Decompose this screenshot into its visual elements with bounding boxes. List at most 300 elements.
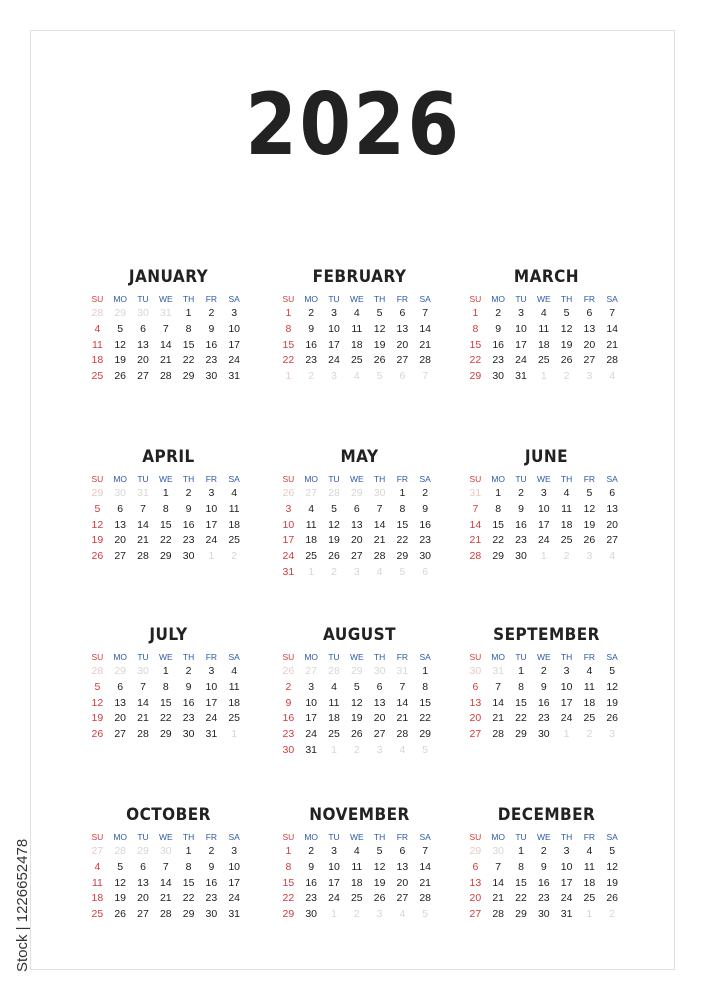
- day-number: 3: [208, 487, 215, 499]
- day-number: 8: [495, 502, 502, 515]
- day-number: 11: [228, 502, 240, 515]
- day-number: 8: [185, 322, 192, 335]
- day-number: 18: [583, 876, 596, 889]
- weekday-label: SA: [228, 832, 240, 842]
- day-number: 22: [282, 892, 295, 905]
- days-grid: [86, 306, 251, 385]
- day-number: 10: [328, 322, 340, 335]
- weekday-label: SU: [91, 474, 104, 484]
- day-number: 11: [583, 860, 595, 873]
- weekday-label: SA: [606, 832, 618, 842]
- day-number: 21: [419, 876, 432, 889]
- day-number: 25: [560, 534, 573, 547]
- day-number: 6: [140, 322, 146, 335]
- weekday-label: TH: [560, 474, 573, 484]
- day-number: 26: [328, 550, 340, 563]
- day-number: 22: [182, 354, 195, 367]
- day-number: 17: [205, 696, 218, 709]
- day-number: 14: [137, 518, 149, 531]
- day-number: 10: [560, 860, 573, 873]
- day-number: 19: [373, 338, 386, 351]
- day-number: 22: [159, 712, 172, 725]
- day-number: 2: [308, 307, 315, 319]
- day-number: 28: [469, 550, 482, 563]
- day-number: 12: [606, 860, 619, 873]
- day-number: 9: [208, 322, 215, 335]
- weekday-label: SA: [228, 474, 240, 484]
- day-number: 2: [540, 845, 547, 857]
- day-number: 5: [609, 845, 616, 857]
- adjacent-month-day: 1: [231, 728, 238, 741]
- day-number: 29: [515, 728, 527, 741]
- day-number: 19: [606, 876, 619, 889]
- day-number: 21: [606, 338, 619, 351]
- weekday-label: TH: [182, 294, 195, 304]
- day-number: 11: [305, 518, 317, 531]
- day-number: 27: [373, 728, 386, 741]
- day-number: 25: [537, 354, 550, 367]
- day-number: 29: [182, 370, 195, 383]
- day-number: 9: [285, 696, 292, 709]
- day-number: 7: [162, 322, 169, 335]
- weekday-label: FR: [205, 652, 218, 662]
- day-number: 13: [396, 322, 409, 335]
- weekday-label: WE: [158, 294, 173, 304]
- day-number: 6: [472, 860, 479, 873]
- day-number: 28: [137, 550, 149, 563]
- day-number: 20: [114, 712, 127, 725]
- weekday-label: TU: [328, 652, 340, 662]
- adjacent-month-day: 27: [305, 487, 318, 499]
- day-number: 13: [396, 860, 409, 873]
- day-number: 20: [469, 712, 482, 725]
- adjacent-month-day: 28: [328, 665, 340, 677]
- day-number: 27: [606, 534, 619, 547]
- day-number: 20: [583, 338, 596, 351]
- day-number: 9: [422, 502, 429, 515]
- adjacent-month-day: 1: [208, 550, 215, 563]
- adjacent-month-day: 7: [422, 370, 429, 383]
- weekday-label: MO: [304, 294, 319, 304]
- day-number: 22: [282, 354, 295, 367]
- adjacent-month-day: 5: [422, 743, 429, 756]
- day-number: 30: [305, 908, 318, 921]
- day-number: 25: [91, 908, 104, 921]
- day-number: 4: [586, 665, 593, 677]
- month-name: MARCH: [513, 267, 580, 287]
- day-number: 16: [205, 876, 218, 889]
- day-number: 26: [114, 370, 127, 383]
- month-january: [86, 266, 251, 385]
- weekday-header-row: [277, 831, 442, 844]
- day-number: 18: [537, 338, 550, 351]
- day-number: 19: [373, 876, 386, 889]
- day-number: 28: [373, 550, 386, 563]
- weekday-label: FR: [205, 474, 218, 484]
- day-number: 19: [583, 518, 596, 531]
- weekday-label: FR: [205, 294, 218, 304]
- day-number: 12: [373, 860, 386, 873]
- day-number: 4: [308, 502, 315, 515]
- day-number: 8: [422, 680, 429, 693]
- day-number: 20: [396, 338, 409, 351]
- day-number: 26: [583, 534, 596, 547]
- day-number: 27: [469, 728, 482, 741]
- day-number: 14: [159, 876, 172, 889]
- day-number: 23: [515, 534, 527, 547]
- day-number: 16: [537, 876, 550, 889]
- day-number: 28: [492, 728, 505, 741]
- adjacent-month-day: 5: [376, 370, 383, 383]
- weekday-label: TH: [560, 832, 573, 842]
- day-number: 13: [137, 876, 149, 889]
- adjacent-month-day: 3: [586, 550, 593, 563]
- weekday-label: SU: [469, 474, 482, 484]
- day-number: 24: [328, 354, 340, 367]
- day-number: 15: [492, 518, 505, 531]
- day-number: 2: [518, 487, 524, 499]
- weekday-label: MO: [304, 832, 319, 842]
- day-number: 27: [114, 728, 127, 741]
- adjacent-month-day: 27: [305, 665, 318, 677]
- day-number: 31: [228, 370, 241, 383]
- day-number: 28: [137, 728, 149, 741]
- month-name: OCTOBER: [126, 805, 211, 825]
- day-number: 9: [185, 502, 192, 515]
- day-number: 13: [137, 338, 149, 351]
- day-number: 18: [583, 696, 596, 709]
- weekday-header-row: [464, 831, 629, 844]
- month-april: [86, 446, 251, 565]
- day-number: 7: [472, 502, 479, 515]
- day-number: 7: [162, 860, 169, 873]
- weekday-label: SU: [91, 832, 104, 842]
- adjacent-month-day: 30: [137, 665, 149, 677]
- day-number: 6: [353, 502, 360, 515]
- day-number: 22: [469, 354, 482, 367]
- weekday-label: TH: [560, 652, 573, 662]
- weekday-label: FR: [583, 832, 596, 842]
- day-number: 26: [91, 550, 104, 563]
- weekday-label: MO: [491, 294, 506, 304]
- day-number: 24: [305, 728, 318, 741]
- day-number: 22: [515, 712, 527, 725]
- day-number: 8: [162, 680, 169, 693]
- adjacent-month-day: 3: [331, 370, 337, 383]
- day-number: 21: [396, 712, 409, 725]
- day-number: 15: [182, 876, 195, 889]
- weekday-label: SA: [419, 294, 431, 304]
- weekday-label: WE: [158, 652, 173, 662]
- day-number: 20: [137, 354, 149, 367]
- day-number: 21: [373, 534, 386, 547]
- day-number: 12: [350, 696, 363, 709]
- day-number: 18: [91, 354, 104, 367]
- adjacent-month-day: 1: [331, 908, 337, 921]
- adjacent-month-day: 28: [114, 845, 127, 857]
- day-number: 26: [350, 728, 363, 741]
- weekday-header-row: [86, 651, 251, 664]
- days-grid: [277, 664, 442, 759]
- day-number: 14: [469, 518, 482, 531]
- day-number: 30: [205, 908, 218, 921]
- weekday-label: TU: [328, 832, 340, 842]
- day-number: 26: [606, 892, 619, 905]
- day-number: 5: [609, 665, 616, 677]
- weekday-header-row: [277, 651, 442, 664]
- day-number: 9: [540, 680, 547, 693]
- adjacent-month-day: 31: [469, 487, 482, 499]
- day-number: 4: [94, 860, 101, 873]
- day-number: 29: [182, 908, 195, 921]
- adjacent-month-day: 3: [353, 565, 360, 578]
- day-number: 5: [117, 860, 124, 873]
- day-number: 18: [305, 534, 318, 547]
- days-grid: [464, 664, 629, 743]
- weekday-label: SU: [282, 832, 295, 842]
- day-number: 17: [560, 876, 573, 889]
- day-number: 4: [353, 845, 360, 857]
- adjacent-month-day: 30: [159, 845, 172, 857]
- day-number: 12: [91, 518, 104, 531]
- day-number: 19: [114, 354, 127, 367]
- weekday-label: FR: [396, 294, 409, 304]
- month-name: FEBRUARY: [312, 267, 407, 287]
- year-title: 2026: [245, 75, 462, 175]
- day-number: 3: [231, 307, 238, 319]
- day-number: 16: [305, 876, 318, 889]
- adjacent-month-day: 29: [91, 487, 104, 499]
- day-number: 4: [353, 307, 360, 319]
- day-number: 14: [137, 696, 149, 709]
- adjacent-month-day: 4: [609, 550, 616, 563]
- day-number: 11: [91, 876, 103, 889]
- month-name: JULY: [149, 625, 188, 645]
- day-number: 30: [537, 908, 550, 921]
- day-number: 23: [537, 892, 550, 905]
- day-number: 1: [185, 307, 192, 319]
- day-number: 24: [560, 712, 573, 725]
- weekday-label: MO: [304, 474, 319, 484]
- day-number: 24: [515, 354, 527, 367]
- weekday-label: TH: [182, 474, 195, 484]
- weekday-label: WE: [349, 474, 364, 484]
- weekday-label: TU: [137, 474, 149, 484]
- day-number: 2: [540, 665, 547, 677]
- adjacent-month-day: 29: [137, 845, 149, 857]
- weekday-label: SA: [606, 294, 618, 304]
- day-number: 25: [350, 892, 363, 905]
- adjacent-month-day: 31: [396, 665, 409, 677]
- month-name: JANUARY: [128, 267, 209, 287]
- day-number: 21: [419, 338, 432, 351]
- day-number: 30: [492, 370, 505, 383]
- days-grid: [277, 844, 442, 923]
- adjacent-month-day: 2: [331, 565, 337, 578]
- day-number: 16: [282, 712, 295, 725]
- day-number: 1: [472, 307, 479, 319]
- adjacent-month-day: 2: [353, 743, 360, 756]
- weekday-label: TU: [515, 474, 527, 484]
- day-number: 29: [515, 908, 527, 921]
- day-number: 11: [583, 680, 595, 693]
- weekday-label: TH: [560, 294, 573, 304]
- adjacent-month-day: 3: [376, 743, 383, 756]
- day-number: 11: [91, 338, 103, 351]
- day-number: 30: [515, 550, 527, 563]
- day-number: 26: [114, 908, 127, 921]
- days-grid: [277, 486, 442, 581]
- day-number: 2: [495, 307, 502, 319]
- day-number: 7: [422, 307, 429, 319]
- day-number: 25: [328, 728, 340, 741]
- day-number: 24: [228, 892, 241, 905]
- day-number: 13: [606, 502, 619, 515]
- adjacent-month-day: 4: [399, 908, 406, 921]
- day-number: 10: [537, 502, 550, 515]
- weekday-header-row: [86, 831, 251, 844]
- day-number: 22: [396, 534, 409, 547]
- weekday-label: WE: [536, 832, 551, 842]
- day-number: 23: [182, 534, 195, 547]
- day-number: 12: [373, 322, 386, 335]
- day-number: 22: [182, 892, 195, 905]
- day-number: 18: [328, 712, 340, 725]
- weekday-label: WE: [158, 832, 173, 842]
- day-number: 5: [376, 307, 383, 319]
- days-grid: [464, 486, 629, 565]
- weekday-label: FR: [205, 832, 218, 842]
- adjacent-month-day: 31: [137, 487, 149, 499]
- day-number: 3: [208, 665, 215, 677]
- weekday-label: MO: [113, 832, 128, 842]
- day-number: 14: [373, 518, 386, 531]
- day-number: 13: [583, 322, 596, 335]
- day-number: 27: [350, 550, 363, 563]
- day-number: 15: [159, 696, 172, 709]
- day-number: 4: [540, 307, 547, 319]
- day-number: 19: [560, 338, 573, 351]
- day-number: 17: [328, 876, 340, 889]
- day-number: 10: [305, 696, 318, 709]
- day-number: 3: [518, 307, 524, 319]
- day-number: 3: [331, 307, 337, 319]
- day-number: 20: [373, 712, 386, 725]
- day-number: 27: [583, 354, 596, 367]
- day-number: 22: [492, 534, 505, 547]
- day-number: 15: [282, 876, 295, 889]
- day-number: 1: [162, 487, 169, 499]
- day-number: 1: [285, 307, 292, 319]
- day-number: 17: [328, 338, 340, 351]
- day-number: 3: [563, 665, 570, 677]
- day-number: 14: [159, 338, 172, 351]
- adjacent-month-day: 31: [159, 307, 172, 319]
- day-number: 6: [399, 845, 406, 857]
- weekday-label: WE: [158, 474, 173, 484]
- weekday-label: WE: [536, 294, 551, 304]
- weekday-label: TH: [373, 652, 386, 662]
- day-number: 14: [396, 696, 409, 709]
- day-number: 28: [419, 892, 432, 905]
- weekday-label: FR: [396, 832, 409, 842]
- adjacent-month-day: 1: [540, 550, 547, 563]
- day-number: 28: [419, 354, 432, 367]
- day-number: 21: [159, 892, 172, 905]
- day-number: 8: [162, 502, 169, 515]
- day-number: 6: [117, 680, 124, 693]
- weekday-label: TU: [515, 652, 527, 662]
- day-number: 18: [560, 518, 573, 531]
- day-number: 11: [561, 502, 573, 515]
- day-number: 9: [208, 860, 215, 873]
- adjacent-month-day: 26: [282, 487, 295, 499]
- day-number: 26: [373, 354, 386, 367]
- weekday-label: WE: [349, 294, 364, 304]
- day-number: 7: [609, 307, 616, 319]
- day-number: 8: [399, 502, 406, 515]
- weekday-label: FR: [583, 294, 596, 304]
- day-number: 8: [472, 322, 479, 335]
- day-number: 20: [137, 892, 149, 905]
- day-number: 3: [231, 845, 238, 857]
- day-number: 10: [228, 860, 241, 873]
- day-number: 8: [185, 860, 192, 873]
- weekday-label: WE: [536, 652, 551, 662]
- adjacent-month-day: 2: [308, 370, 315, 383]
- day-number: 14: [606, 322, 619, 335]
- day-number: 16: [305, 338, 318, 351]
- day-number: 4: [94, 322, 101, 335]
- day-number: 20: [114, 534, 127, 547]
- weekday-label: TU: [137, 652, 149, 662]
- day-number: 23: [205, 354, 218, 367]
- day-number: 27: [396, 892, 409, 905]
- day-number: 28: [606, 354, 619, 367]
- day-number: 19: [91, 534, 104, 547]
- weekday-label: SU: [469, 832, 482, 842]
- month-september: [464, 624, 629, 743]
- weekday-header-row: [86, 293, 251, 306]
- day-number: 9: [308, 860, 315, 873]
- adjacent-month-day: 2: [353, 908, 360, 921]
- day-number: 24: [537, 534, 550, 547]
- day-number: 22: [159, 534, 172, 547]
- day-number: 25: [350, 354, 363, 367]
- adjacent-month-day: 2: [586, 728, 593, 741]
- weekday-label: TH: [182, 652, 195, 662]
- day-number: 21: [492, 892, 505, 905]
- day-number: 16: [419, 518, 432, 531]
- weekday-label: SA: [606, 652, 618, 662]
- day-number: 4: [586, 845, 593, 857]
- day-number: 2: [208, 845, 215, 857]
- month-may: [277, 446, 442, 581]
- day-number: 6: [376, 680, 383, 693]
- weekday-label: MO: [304, 652, 319, 662]
- day-number: 4: [231, 665, 238, 677]
- day-number: 24: [282, 550, 295, 563]
- day-number: 1: [518, 845, 524, 857]
- day-number: 7: [140, 680, 146, 693]
- day-number: 17: [537, 518, 550, 531]
- weekday-label: WE: [349, 652, 364, 662]
- day-number: 16: [492, 338, 505, 351]
- day-number: 17: [560, 696, 573, 709]
- weekday-label: MO: [113, 474, 128, 484]
- day-number: 9: [308, 322, 315, 335]
- day-number: 5: [331, 502, 337, 515]
